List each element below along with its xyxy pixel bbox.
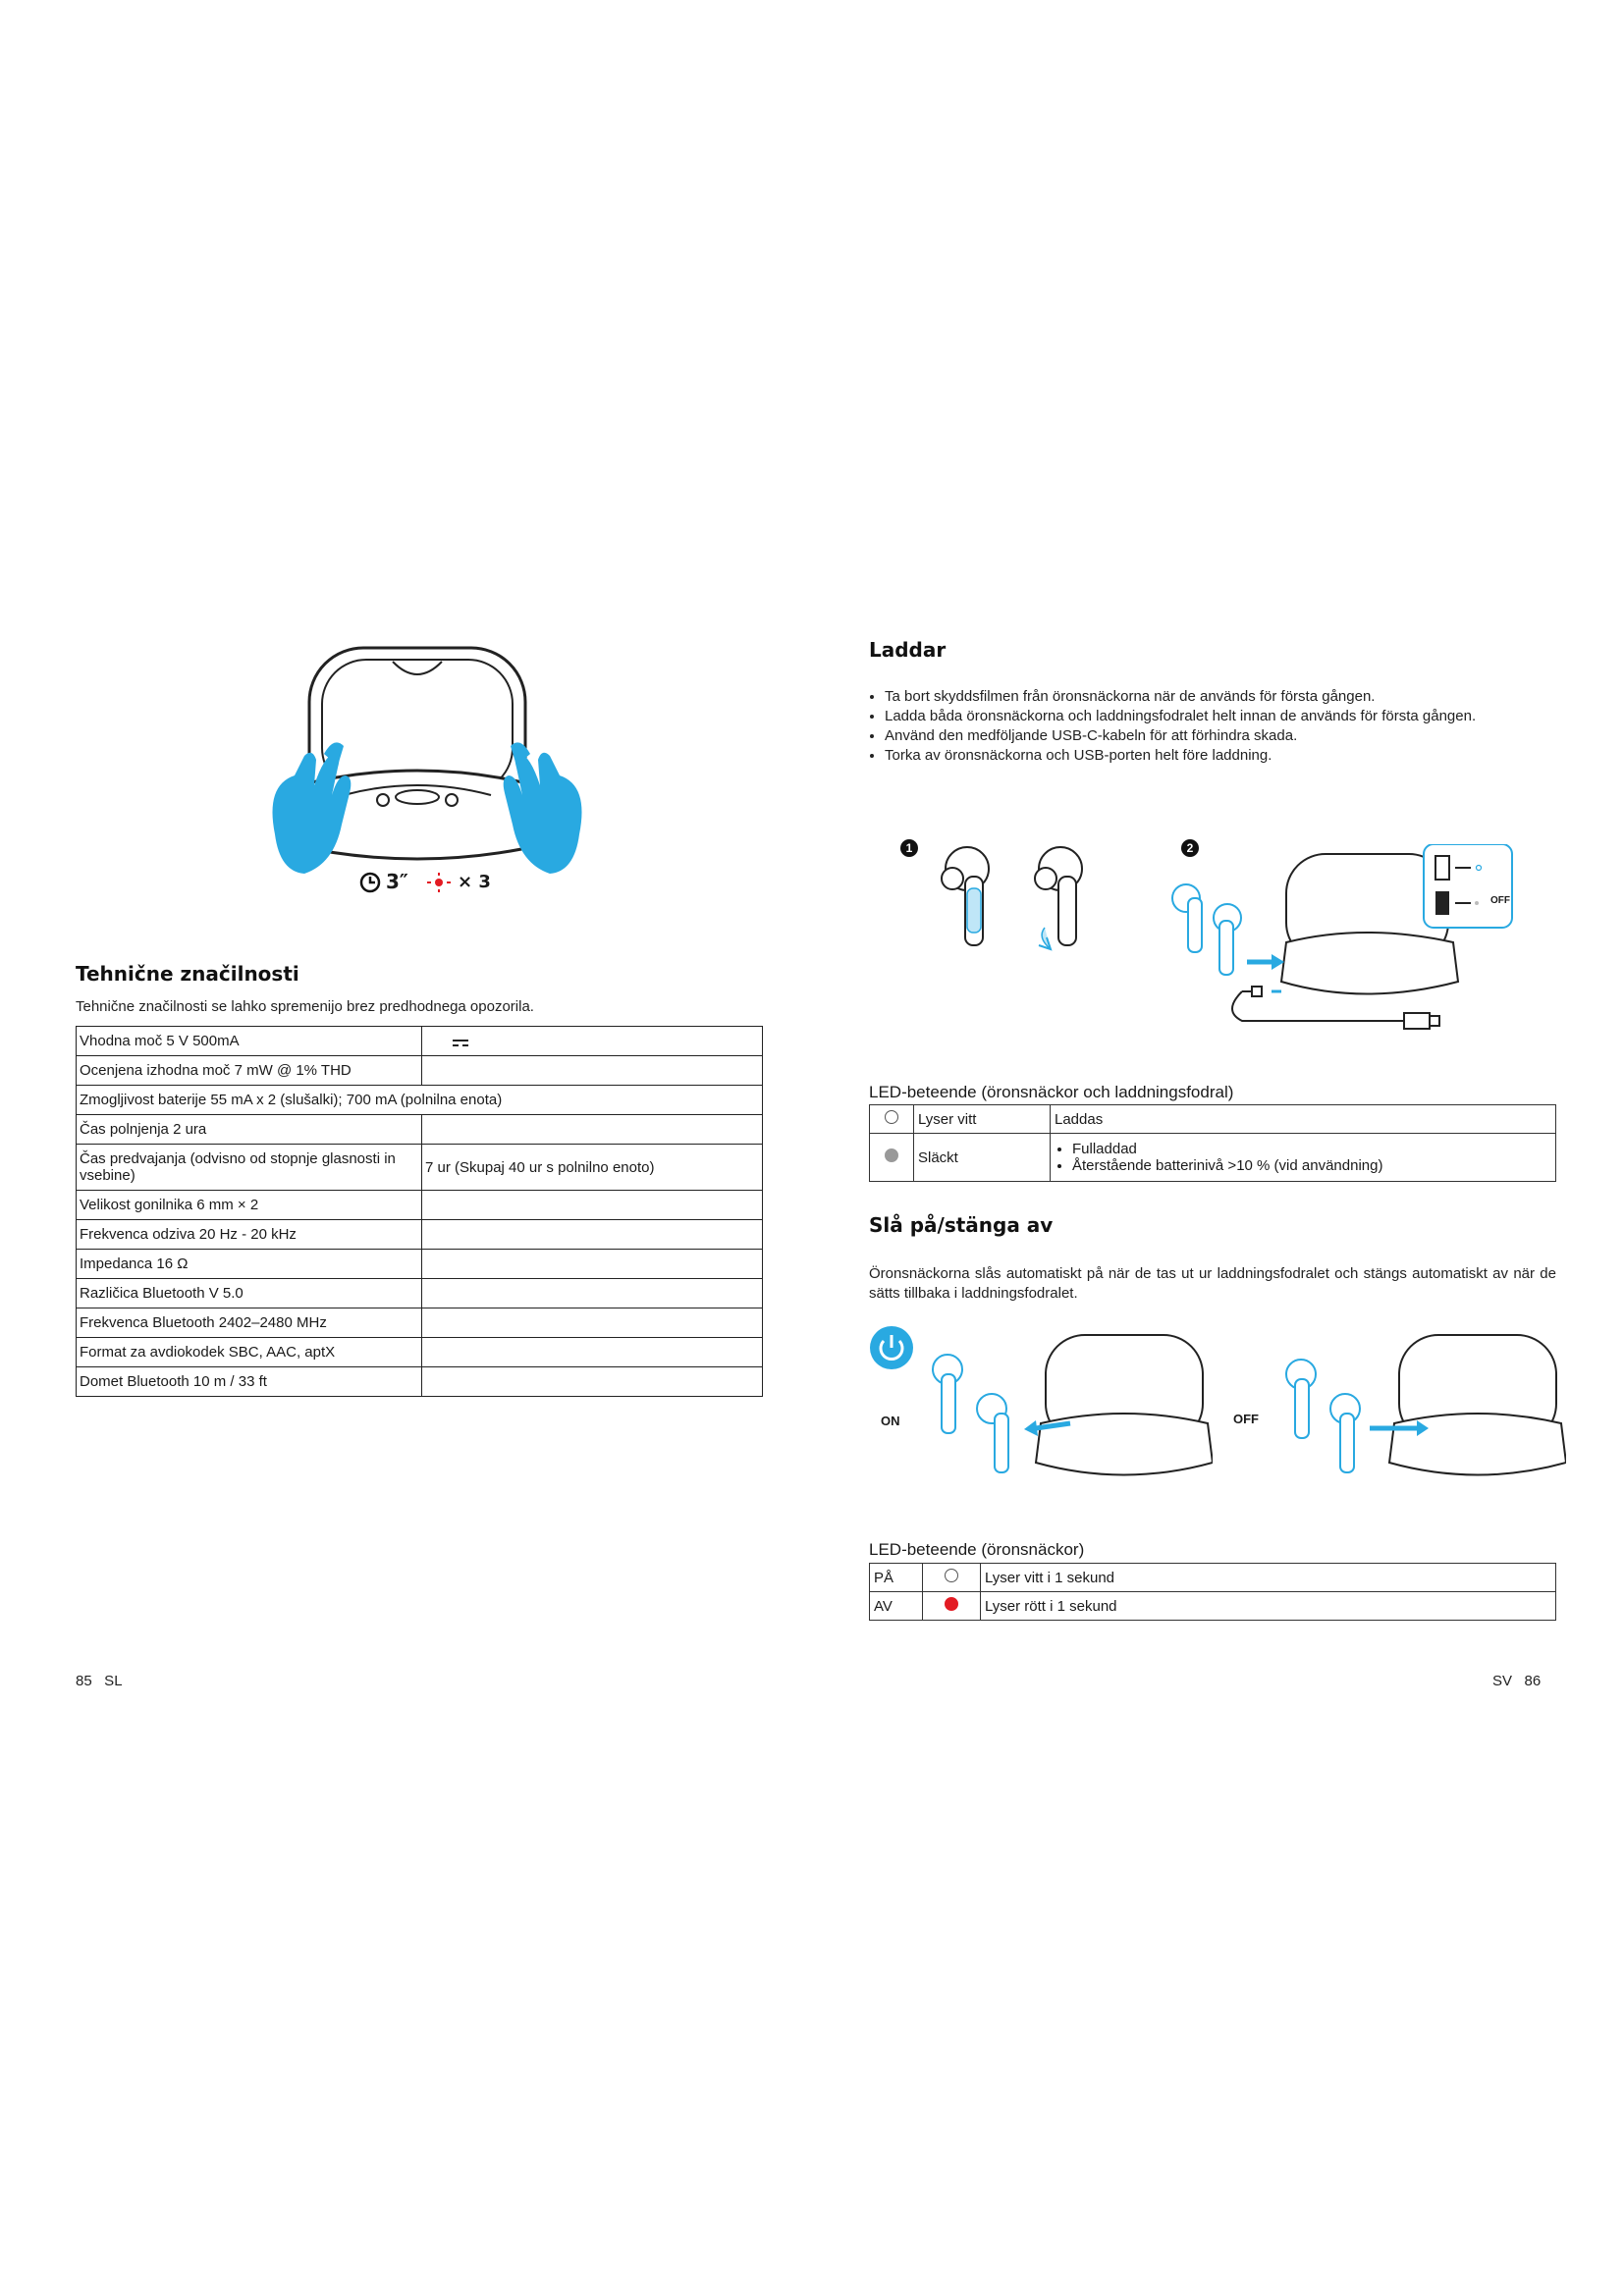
off-label: OFF bbox=[1490, 895, 1510, 906]
led-state: Lyser vitt bbox=[914, 1105, 1051, 1134]
spec-value: 10 m / 33 ft bbox=[192, 1373, 267, 1390]
table-row bbox=[77, 1338, 763, 1367]
spec-label: Velikost gonilnika bbox=[80, 1197, 193, 1213]
white-led-icon bbox=[945, 1569, 958, 1582]
remove-film-illustration bbox=[913, 839, 1110, 957]
table-row bbox=[77, 1220, 763, 1250]
spec-label: Različica Bluetooth bbox=[80, 1285, 205, 1302]
charging-bullets bbox=[869, 687, 1556, 766]
off-label-2: OFF bbox=[1233, 1412, 1259, 1426]
table-row bbox=[77, 1308, 763, 1338]
table-row bbox=[77, 1086, 763, 1115]
led2-title: LED-beteende (öronsnäckor) bbox=[869, 1540, 1085, 1559]
step-1-badge: 1 bbox=[900, 839, 918, 857]
charging-title: Laddar bbox=[869, 638, 947, 662]
led-mode: PÅ bbox=[870, 1564, 923, 1592]
dc-symbol-icon bbox=[453, 1040, 468, 1041]
table-row bbox=[870, 1134, 1556, 1182]
timer-label: 3″ bbox=[386, 870, 408, 893]
spec-label: Čas predvajanja (odvisno od stopnje glasnosti in vsebine) bbox=[80, 1150, 396, 1184]
spec-label: Čas polnjenja bbox=[80, 1121, 169, 1138]
list-item: • Använd den medföljande USB-C-kabeln för att förhindra skada. bbox=[885, 726, 1556, 746]
specs-table bbox=[76, 1026, 763, 1397]
spec-value: 16 Ω bbox=[156, 1255, 189, 1272]
on-label: ON bbox=[881, 1414, 900, 1428]
list-item: • Torka av öronsnäckorna och USB-porten helt före laddning. bbox=[885, 746, 1556, 766]
power-icon bbox=[869, 1325, 914, 1370]
red-led-icon bbox=[945, 1597, 958, 1611]
page-footer-right: SV 86 bbox=[1492, 1673, 1542, 1689]
power-on-illustration bbox=[918, 1330, 1213, 1487]
led-mode: AV bbox=[870, 1592, 923, 1621]
white-led-icon bbox=[885, 1110, 898, 1124]
table-row bbox=[870, 1592, 1556, 1621]
list-item: • Ta bort skyddsfilmen från öronsnäckorna när de används för första gången. bbox=[885, 687, 1556, 707]
led-state: Släckt bbox=[914, 1134, 1051, 1182]
spec-label: Frekvenca Bluetooth bbox=[80, 1314, 215, 1331]
table-row bbox=[77, 1115, 763, 1145]
led-meaning: Laddas bbox=[1051, 1105, 1556, 1134]
spec-label: Ocenjena izhodna moč bbox=[80, 1062, 231, 1079]
list-item: • Fulladdad bbox=[1072, 1141, 1551, 1157]
off-led-icon bbox=[885, 1148, 898, 1162]
spec-label: Zmogljivost baterije bbox=[80, 1092, 207, 1108]
timer-icon bbox=[358, 871, 382, 894]
led2-table bbox=[869, 1563, 1556, 1621]
spec-value: 5 V 500mA bbox=[166, 1033, 240, 1049]
spec-value: 20 Hz - 20 kHz bbox=[198, 1226, 297, 1243]
led1-title: LED-beteende (öronsnäckor och laddningsfodral) bbox=[869, 1083, 1234, 1101]
spec-label: Impedanca bbox=[80, 1255, 153, 1272]
table-row bbox=[77, 1027, 763, 1056]
flash-icon bbox=[426, 872, 452, 893]
table-row bbox=[870, 1564, 1556, 1592]
spec-value: 2 ura bbox=[173, 1121, 207, 1138]
spec-value: SBC, AAC, aptX bbox=[228, 1344, 336, 1361]
reset-illustration bbox=[265, 638, 589, 903]
spec-label: Domet Bluetooth bbox=[80, 1373, 189, 1390]
led1-table bbox=[869, 1104, 1556, 1182]
table-row bbox=[77, 1145, 763, 1191]
spec-value: 55 mA x 2 (slušalki); 700 mA (polnilna enota) bbox=[210, 1092, 503, 1108]
specs-title: Tehnične značilnosti bbox=[76, 962, 299, 986]
spec-value: 7 mW @ 1% THD bbox=[234, 1062, 352, 1079]
table-row bbox=[77, 1191, 763, 1220]
table-row bbox=[77, 1250, 763, 1279]
page-footer-left: 85 SL bbox=[76, 1673, 123, 1689]
list-item: • Återstående batterinivå >10 % (vid användning) bbox=[1072, 1157, 1551, 1174]
specs-intro: Tehnične značilnosti se lahko spremenijo brez predhodnega opozorila. bbox=[76, 998, 534, 1015]
charging-illustration bbox=[1168, 844, 1532, 1041]
power-title: Slå på/stänga av bbox=[869, 1213, 1054, 1237]
spec-value: 7 ur (Skupaj 40 ur s polnilno enoto) bbox=[425, 1158, 655, 1176]
spec-label: Vhodna moč bbox=[80, 1033, 163, 1049]
led-text: Lyser vitt i 1 sekund bbox=[981, 1564, 1556, 1592]
table-row bbox=[870, 1105, 1556, 1134]
led-text: Lyser rött i 1 sekund bbox=[981, 1592, 1556, 1621]
spec-value: V 5.0 bbox=[208, 1285, 244, 1302]
spec-value: 6 mm × 2 bbox=[196, 1197, 259, 1213]
power-text: Öronsnäckorna slås automatiskt på när de tas ut ur laddningsfodralet och stängs automatiskt av när de sätts tillbaka i laddningsfodralet. bbox=[869, 1265, 1556, 1302]
list-item: • Ladda båda öronsnäckorna och laddningsfodralet helt innan de används för första gången. bbox=[885, 707, 1556, 726]
table-row bbox=[77, 1367, 763, 1397]
spec-label: Format za avdiokodek bbox=[80, 1344, 225, 1361]
table-row bbox=[77, 1279, 763, 1308]
flash-count: × 3 bbox=[458, 872, 491, 892]
power-off-illustration bbox=[1272, 1330, 1566, 1487]
step-2-badge: 2 bbox=[1181, 839, 1199, 857]
table-row bbox=[77, 1056, 763, 1086]
spec-label: Frekvenca odziva bbox=[80, 1226, 195, 1243]
spec-value: 2402–2480 MHz bbox=[218, 1314, 327, 1331]
